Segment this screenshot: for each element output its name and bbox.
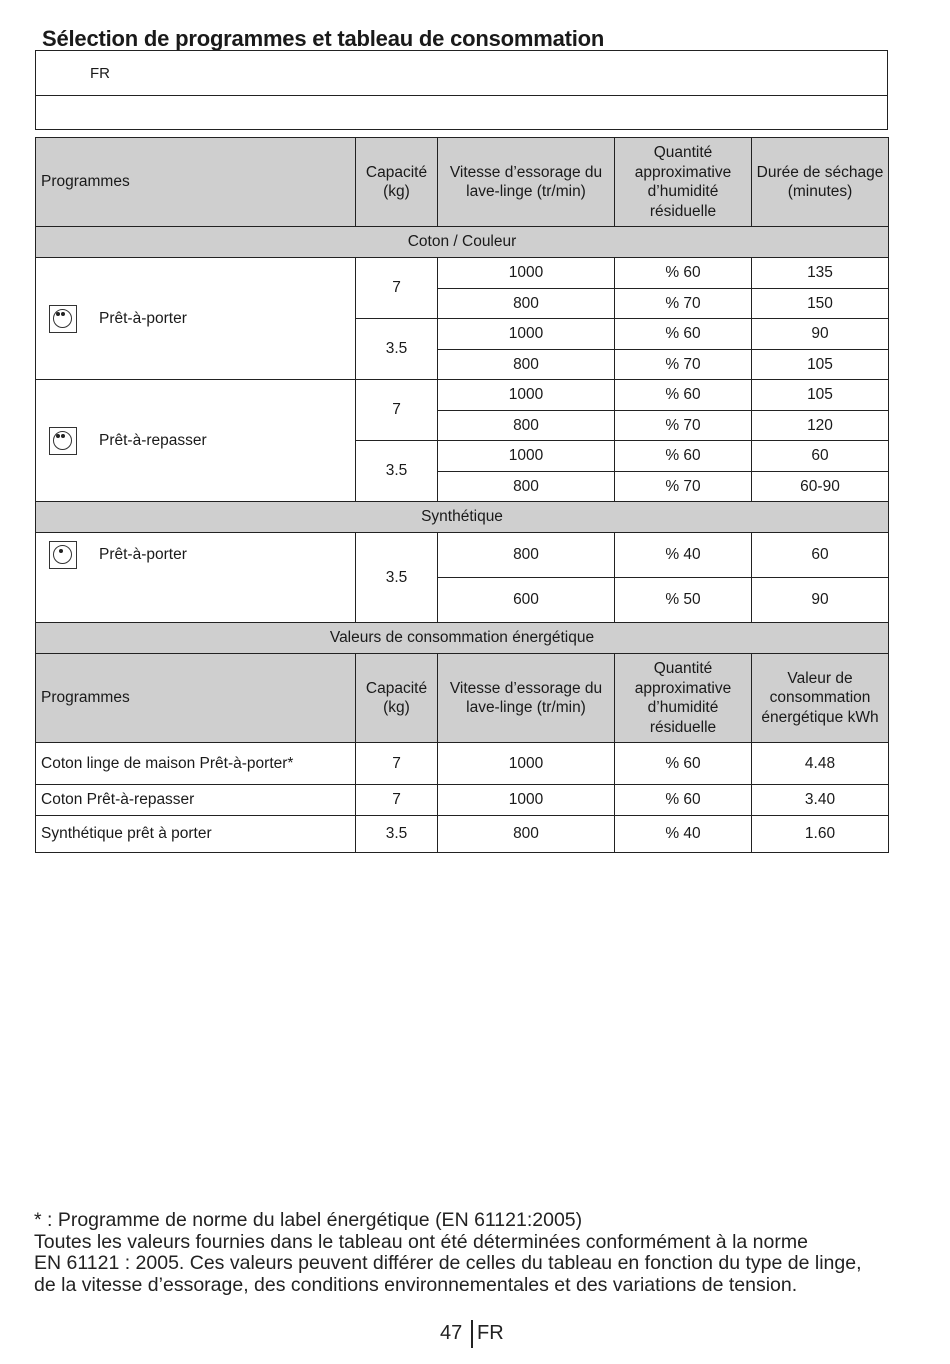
capacity-cell: 3.5 xyxy=(356,533,438,623)
footnote-line: * : Programme de norme du label énergétique (EN 61121:2005) xyxy=(34,1209,583,1231)
header-spin-speed: Vitesse d’essorage du lave-linge (tr/min) xyxy=(438,138,615,227)
section-synthetic: Synthétique xyxy=(36,502,889,533)
table-header-row xyxy=(36,654,889,743)
speed-cell: 800 xyxy=(438,349,615,380)
tumble-dry-icon xyxy=(49,541,77,569)
program-cell xyxy=(36,258,356,380)
section-energy: Valeurs de consommation énergétique xyxy=(36,623,889,654)
speed-cell: 1000 xyxy=(438,441,615,472)
humidity-cell: % 60 xyxy=(615,441,752,472)
table-row xyxy=(36,785,889,816)
capacity-cell: 7 xyxy=(356,258,438,319)
capacity-cell: 3.5 xyxy=(356,816,438,853)
humidity-cell: % 70 xyxy=(615,471,752,502)
table-row xyxy=(36,743,889,785)
humidity-cell: % 60 xyxy=(615,743,752,785)
program-cell: Coton Prêt-à-repasser xyxy=(36,785,356,816)
capacity-cell: 3.5 xyxy=(356,319,438,380)
capacity-cell: 7 xyxy=(356,743,438,785)
page-language: FR xyxy=(477,1322,504,1344)
table-row xyxy=(36,533,889,578)
capacity-cell: 7 xyxy=(356,785,438,816)
table-header-row xyxy=(36,138,889,227)
capacity-cell: 3.5 xyxy=(356,441,438,502)
page-title: Sélection de programmes et tableau de consommation xyxy=(42,26,605,51)
speed-cell: 1000 xyxy=(438,258,615,289)
speed-cell: 800 xyxy=(438,533,615,578)
speed-cell: 600 xyxy=(438,578,615,623)
table-row xyxy=(36,258,889,289)
energy-cell: 4.48 xyxy=(752,743,889,785)
humidity-cell: % 70 xyxy=(615,288,752,319)
section-row xyxy=(36,623,889,654)
time-cell: 105 xyxy=(752,349,889,380)
time-cell: 60-90 xyxy=(752,471,889,502)
program-cell xyxy=(36,380,356,502)
energy-cell: 3.40 xyxy=(752,785,889,816)
box-divider xyxy=(36,95,887,96)
header-energy-value: Valeur de consommation énergétique kWh xyxy=(752,654,889,743)
language-box xyxy=(35,50,888,130)
programs-table xyxy=(35,137,889,853)
page-number: 47 xyxy=(440,1322,463,1344)
tumble-dry-icon xyxy=(49,305,77,333)
humidity-cell: % 70 xyxy=(615,349,752,380)
speed-cell: 1000 xyxy=(438,319,615,350)
program-cell: Synthétique prêt à porter xyxy=(36,816,356,853)
header-capacity: Capacité (kg) xyxy=(356,138,438,227)
tumble-dry-icon xyxy=(49,427,77,455)
speed-cell: 1000 xyxy=(438,743,615,785)
speed-cell: 800 xyxy=(438,471,615,502)
speed-cell: 800 xyxy=(438,288,615,319)
language-tag: FR xyxy=(90,65,110,82)
table-row xyxy=(36,380,889,411)
speed-cell: 800 xyxy=(438,816,615,853)
time-cell: 90 xyxy=(752,319,889,350)
footnote-line: Toutes les valeurs fournies dans le tableau ont été déterminées conformément à la norme xyxy=(34,1230,808,1253)
header-humidity: Quantité approximative d’humidité résiduelle xyxy=(615,138,752,227)
time-cell: 120 xyxy=(752,410,889,441)
program-cell xyxy=(36,533,356,623)
header-drying-time: Durée de séchage (minutes) xyxy=(752,138,889,227)
header-humidity: Quantité approximative d’humidité résiduelle xyxy=(615,654,752,743)
table-row xyxy=(36,816,889,853)
header-programmes: Programmes xyxy=(36,138,356,227)
time-cell: 60 xyxy=(752,441,889,472)
time-cell: 135 xyxy=(752,258,889,289)
time-cell: 150 xyxy=(752,288,889,319)
speed-cell: 800 xyxy=(438,410,615,441)
humidity-cell: % 50 xyxy=(615,578,752,623)
section-row xyxy=(36,227,889,258)
footnote xyxy=(34,1210,914,1296)
humidity-cell: % 70 xyxy=(615,410,752,441)
footnote-line: de la vitesse d’essorage, des conditions environnementales et des variations de tension. xyxy=(34,1273,798,1296)
header-spin-speed: Vitesse d’essorage du lave-linge (tr/min) xyxy=(438,654,615,743)
program-label: Prêt-à-porter xyxy=(99,546,187,564)
time-cell: 105 xyxy=(752,380,889,411)
program-label: Prêt-à-repasser xyxy=(99,431,207,449)
time-cell: 60 xyxy=(752,533,889,578)
humidity-cell: % 60 xyxy=(615,380,752,411)
time-cell: 90 xyxy=(752,578,889,623)
footnote-line: EN 61121 : 2005. Ces valeurs peuvent différer de celles du tableau en fonction du type de linge, xyxy=(34,1252,862,1274)
humidity-cell: % 60 xyxy=(615,319,752,350)
program-label: Prêt-à-porter xyxy=(99,309,187,327)
page-divider xyxy=(471,1320,473,1348)
section-row xyxy=(36,502,889,533)
header-capacity: Capacité (kg) xyxy=(356,654,438,743)
speed-cell: 1000 xyxy=(438,785,615,816)
speed-cell: 1000 xyxy=(438,380,615,411)
humidity-cell: % 60 xyxy=(615,785,752,816)
program-cell: Coton linge de maison Prêt-à-porter* xyxy=(36,743,356,785)
section-cotton: Coton / Couleur xyxy=(36,227,889,258)
capacity-cell: 7 xyxy=(356,380,438,441)
energy-cell: 1.60 xyxy=(752,816,889,853)
humidity-cell: % 40 xyxy=(615,533,752,578)
header-programmes: Programmes xyxy=(36,654,356,743)
humidity-cell: % 60 xyxy=(615,258,752,289)
humidity-cell: % 40 xyxy=(615,816,752,853)
